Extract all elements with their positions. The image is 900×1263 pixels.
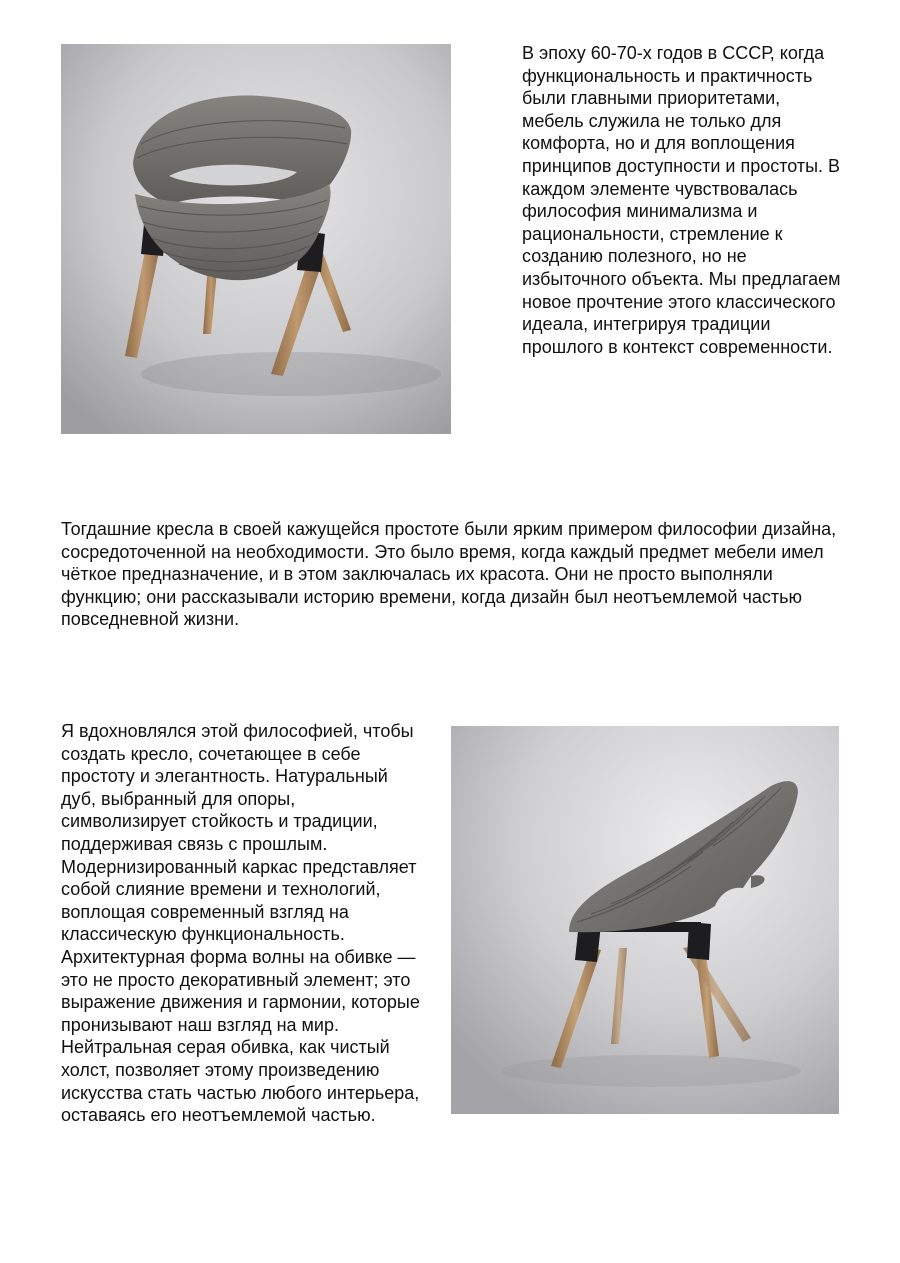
paragraph-inspiration: Я вдохновлялся этой философией, чтобы создать кресло, сочетающее в себе простоту и элегантность. Натуральный дуб, выбранный для опоры, символизирует стойкость и традиции, поддерживая связь с прошлым. Модернизированный каркас представляет собой слияние времени и технологий, воплощая современный взгляд на классическую функциональность. Архитектурная форма волны на обивке — это не просто декоративный элемент; это выражение движения и гармонии, которые пронизывают наш взгляд на мир. Нейтральная серая обивка, как чистый холст, позволяет этому произведению искусства стать частью любого интерьера, оставаясь его неотъемлемой частью. xyxy=(61,721,420,1126)
paragraph-history: Тогдашние кресла в своей кажущейся простоте были ярким примером философии дизайна, сосредоточенной на необходимости. Это было время, когда каждый предмет мебели имел чёткое предназначение, и в этом заключалась их красота. Они не просто выполняли функцию; они рассказывали историю времени, когда дизайн был неотъемлемой частью повседневной жизни. xyxy=(61,519,837,630)
chair-front-photo xyxy=(61,44,451,434)
paragraph-intro: В эпоху 60-70-х годов в СССР, когда функциональность и практичность были главными приоритетами, мебель служила не только для комфорта, но и для воплощения принципов доступности и простоты. В каждом элементе чувствовалась философия минимализма и рациональности, стремление к созданию полезного, но не избыточного объекта. Мы предлагаем новое прочтение этого классического идеала, интегрируя традиции прошлого в контекст современности. xyxy=(522,43,841,357)
chair-side-photo xyxy=(451,726,839,1114)
